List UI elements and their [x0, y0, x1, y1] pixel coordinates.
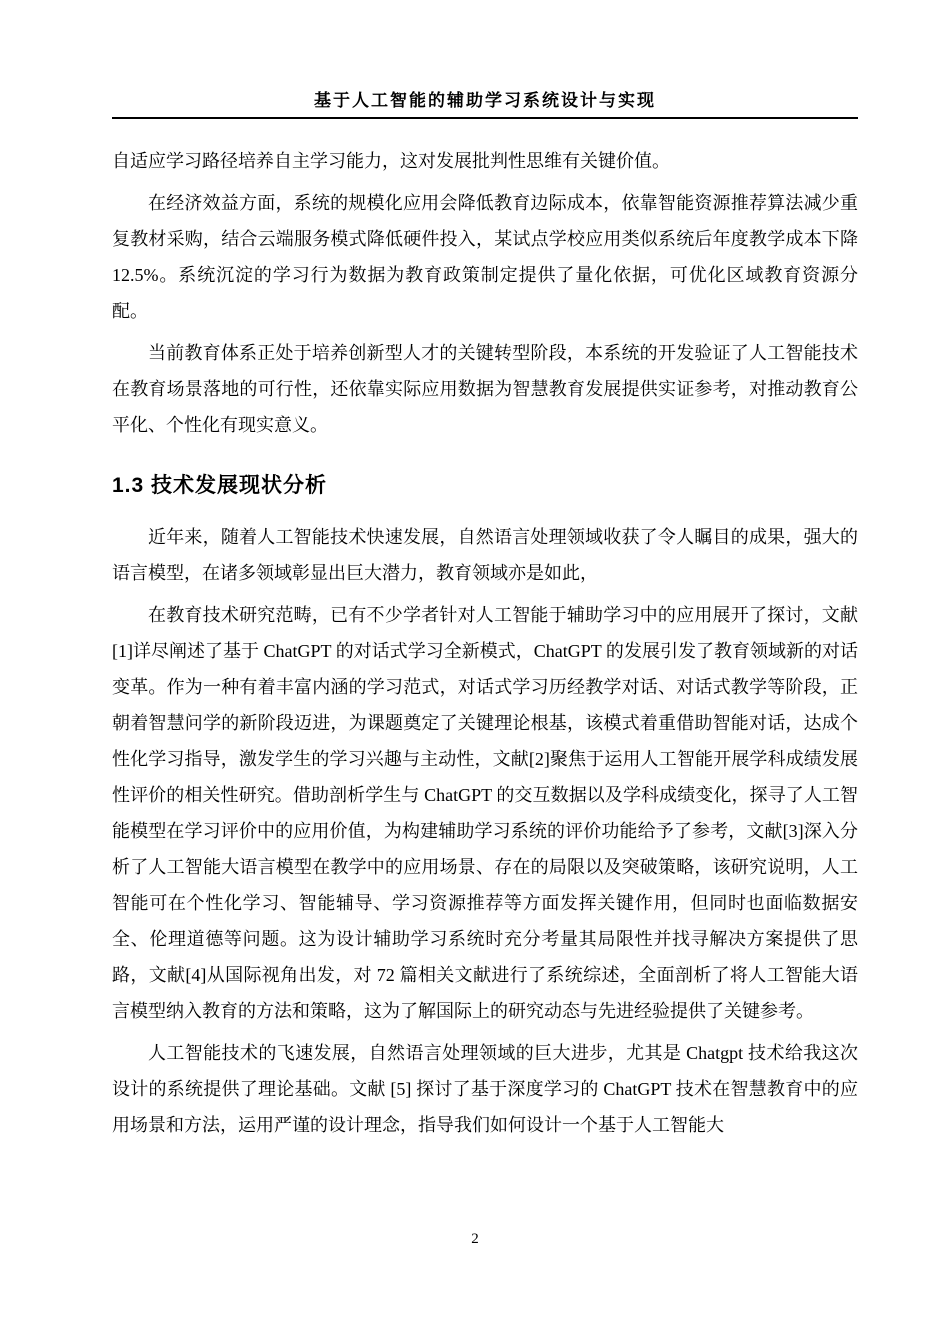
- paragraph: 近年来，随着人工智能技术快速发展，自然语言处理领域收获了令人瞩目的成果，强大的语言模型，在诸多领域彰显出巨大潜力，教育领域亦是如此，: [112, 527, 858, 583]
- paragraph: 当前教育体系正处于培养创新型人才的关键转型阶段，本系统的开发验证了人工智能技术在教育场景落地的可行性，还依靠实际应用数据为智慧教育发展提供实证参考，对推动教育公平化、个性化有现实意义。: [112, 343, 858, 435]
- paragraph: 在教育技术研究范畴，已有不少学者针对人工智能于辅助学习中的应用展开了探讨，文献[1]详尽阐述了基于 ChatGPT 的对话式学习全新模式，ChatGPT 的发展引发了教育领域新的对话变革。作为一种有着丰富内涵的学习范式，对话式学习历经教学对话、对话式教学等阶段，正朝着智慧问学的新阶段迈进，为课题奠定了关键理论根基，该模式着重借助智能对话，达成个性化学习指导，激发学生的学习兴趣与主动性，文献[2]聚焦于运用人工智能开展学科成绩发展性评价的相关性研究。借助剖析学生与 ChatGPT 的交互数据以及学科成绩变化，探寻了人工智能模型在学习评价中的应用价值，为构建辅助学习系统的评价功能给予了参考，文献[3]深入分析了人工智能大语言模型在教学中的应用场景、存在的局限以及突破策略，该研究说明，人工智能可在个性化学习、智能辅导、学习资源推荐等方面发挥关键作用，但同时也面临数据安全、伦理道德等问题。这为设计辅助学习系统时充分考量其局限性并找寻解决方案提供了思路，文献[4]从国际视角出发，对 72 篇相关文献进行了系统综述，全面剖析了将人工智能大语言模型纳入教育的方法和策略，这为了解国际上的研究动态与先进经验提供了关键参考。: [112, 605, 858, 1021]
- page-footer: [0, 1230, 950, 1248]
- paragraph: 自适应学习路径培养自主学习能力，这对发展批判性思维有关键价值。: [112, 151, 670, 171]
- header-title: 基于人工智能的辅助学习系统设计与实现: [314, 91, 656, 110]
- paragraph: 在经济效益方面，系统的规模化应用会降低教育边际成本，依靠智能资源推荐算法减少重复教材采购，结合云端服务模式降低硬件投入，某试点学校应用类似系统后年度教学成本下降 12.5%。系统沉淀的学习行为数据为教育政策制定提供了量化依据，可优化区域教育资源分配。: [112, 193, 858, 321]
- paragraph: 人工智能技术的飞速发展，自然语言处理领域的巨大进步，尤其是 Chatgpt 技术给我这次设计的系统提供了理论基础。文献 [5] 探讨了基于深度学习的 ChatGPT 技术在智慧教育中的应用场景和方法，运用严谨的设计理念，指导我们如何设计一个基于人工智能大: [112, 1043, 858, 1135]
- header-rule: [112, 117, 858, 119]
- page-number: 2: [471, 1231, 479, 1247]
- document-body: [112, 143, 858, 1143]
- running-header: [112, 86, 858, 117]
- section-heading: 1.3 技术发展现状分析: [112, 474, 328, 497]
